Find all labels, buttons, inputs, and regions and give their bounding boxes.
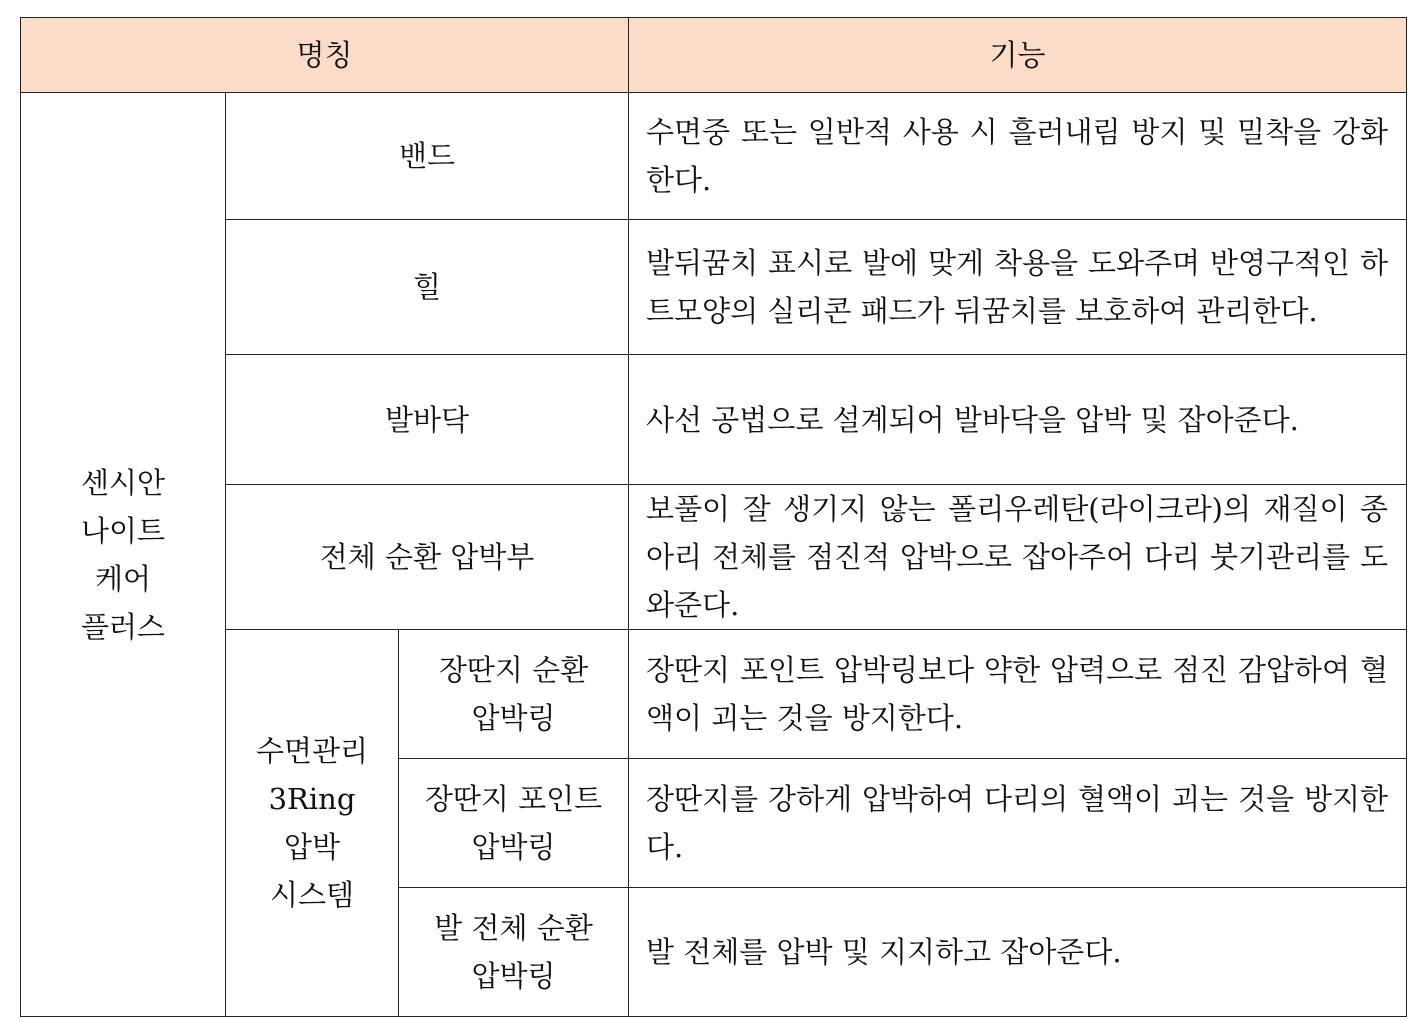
header-row <box>21 18 1407 93</box>
part-function-cell: 발뒤꿈치 표시로 발에 맞게 착용을 도와주며 반영구적인 하트모양의 실리콘 패드가 뒤꿈치를 보호하여 관리한다. <box>629 220 1407 355</box>
part-function-cell: 장딴지를 강하게 압박하여 다리의 혈액이 괴는 것을 방지한다. <box>629 759 1407 888</box>
name-column-header: 명칭 <box>21 18 629 93</box>
part-name-cell: 밴드 <box>226 93 629 220</box>
part-name-cell: 장딴지 포인트 압박링 <box>399 759 629 888</box>
part-name-cell: 발 전체 순환 압박링 <box>399 888 629 1017</box>
part-function-cell: 수면중 또는 일반적 사용 시 흘러내림 방지 및 밀착을 강화한다. <box>629 93 1407 220</box>
table-row <box>21 485 1407 630</box>
part-name-cell: 전체 순환 압박부 <box>226 485 629 630</box>
table-row <box>21 93 1407 220</box>
product-name-cell: 센시안 나이트 케어 플러스 <box>21 93 226 1017</box>
table-row <box>21 630 1407 759</box>
part-function-cell: 보풀이 잘 생기지 않는 폴리우레탄(라이크라)의 재질이 종아리 전체를 점진적 압박으로 잡아주어 다리 붓기관리를 도와준다. <box>629 485 1407 630</box>
product-parts-table <box>20 17 1407 1017</box>
part-function-cell: 사선 공법으로 설계되어 발바닥을 압박 및 잡아준다. <box>629 355 1407 485</box>
function-column-header: 기능 <box>629 18 1407 93</box>
ring-system-cell: 수면관리 3Ring 압박 시스템 <box>226 630 399 1017</box>
table-row <box>21 355 1407 485</box>
part-name-cell: 장딴지 순환 압박링 <box>399 630 629 759</box>
part-function-cell: 장딴지 포인트 압박링보다 약한 압력으로 점진 감압하여 혈액이 괴는 것을 방지한다. <box>629 630 1407 759</box>
part-function-cell: 발 전체를 압박 및 지지하고 잡아준다. <box>629 888 1407 1017</box>
part-name-cell: 힐 <box>226 220 629 355</box>
table-row <box>21 220 1407 355</box>
part-name-cell: 발바닥 <box>226 355 629 485</box>
